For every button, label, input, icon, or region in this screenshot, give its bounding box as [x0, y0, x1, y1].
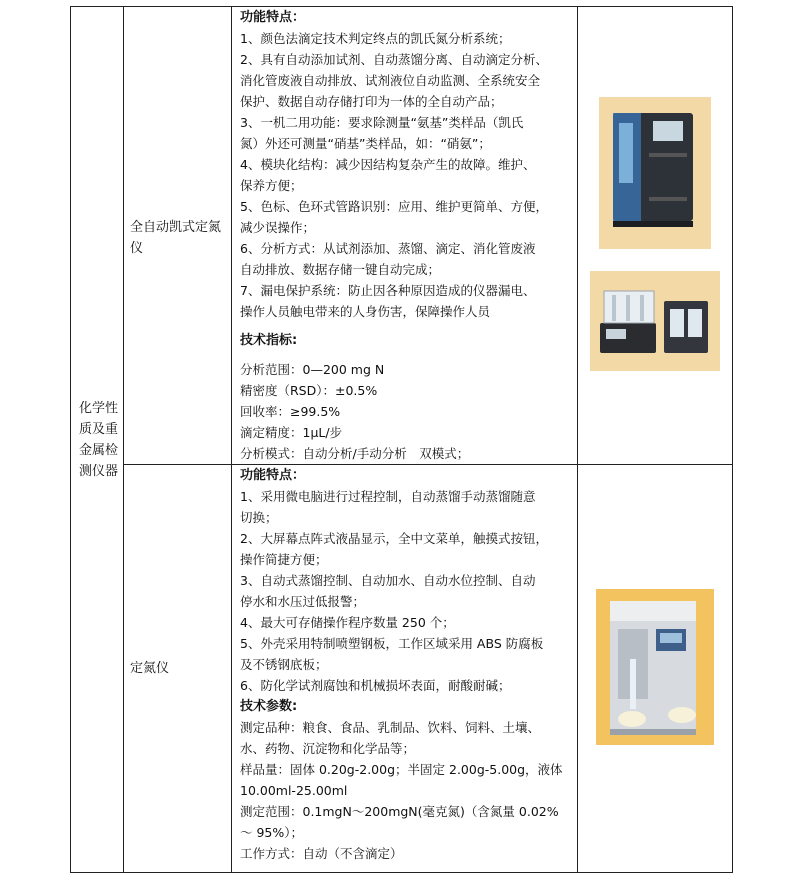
feature-line: 6、分析方式：从试剂添加、蒸馏、滴定、消化管废液 [240, 241, 536, 256]
spec-line: 测定范围：0.1mgN～200mgN(毫克氮)（含氮量 0.02% [240, 804, 559, 819]
spec-line: ～ 95%）； [240, 825, 304, 840]
product-description [232, 7, 578, 465]
feature-line: 及不锈钢底板； [240, 657, 328, 672]
spec-line: 样品量：固体 0.20g-2.00g；半固定 2.00g-5.00g，液体 [240, 762, 563, 777]
feature-line: 减少误操作； [240, 220, 316, 235]
feature-line: 3、一机二用功能：要求除测量“氨基”类样品（凯氏 [240, 115, 524, 130]
product-table [70, 6, 733, 873]
spec-line: 精密度（RSD）：±0.5% [240, 383, 378, 398]
kjeldahl-analyzer-photo [599, 97, 711, 249]
feature-line: 1、颜色法滴定技术判定终点的凯氏氮分析系统； [240, 31, 511, 46]
feature-line: 操作人员触电带来的人身伤害，保障操作人员 [240, 304, 491, 319]
spec-line: 工作方式：自动（不含滴定） [240, 846, 403, 861]
spec-line: 分析模式：自动分析/手动分析 双模式； [240, 446, 470, 461]
spec-line: 水、药物、沉淀物和化学品等； [240, 741, 416, 756]
feature-line: 切换； [240, 510, 278, 525]
product-name: 全自动凯式定氮仪 [124, 7, 232, 465]
feature-line: 保养方便； [240, 178, 303, 193]
features-heading: 功能特点： [240, 10, 306, 25]
product-photo-cell [578, 465, 733, 873]
spec-line: 测定品种：粮食、食品、乳制品、饮料、饲料、土壤、 [240, 720, 541, 735]
feature-line: 6、防化学试剂腐蚀和机械损坏表面，耐酸耐碱； [240, 678, 511, 693]
feature-line: 3、自动式蒸馏控制、自动加水、自动水位控制、自动 [240, 573, 536, 588]
table-row [71, 7, 733, 465]
feature-line: 5、外壳采用特制喷塑钢板，工作区域采用 ABS 防腐板 [240, 636, 544, 651]
feature-line: 氮）外还可测量“硝基”类样品，如：“硝氨”； [240, 136, 491, 151]
distillation-unit-photo [596, 589, 714, 745]
features-heading: 功能特点： [240, 468, 306, 483]
feature-line: 操作简捷方便； [240, 552, 328, 567]
feature-line: 5、色标、色环式管路识别：应用、维护更简单、方便， [240, 199, 548, 214]
feature-line: 消化管废液自动排放、试剂液位自动监测、全系统安全 [240, 73, 541, 88]
spec-line: 10.00ml-25.00ml [240, 783, 348, 798]
spec-line: 滴定精度：1μL/步 [240, 425, 343, 440]
feature-line: 2、大屏幕点阵式液晶显示，全中文菜单，触摸式按钮， [240, 531, 548, 546]
feature-line: 2、具有自动添加试剂、自动蒸馏分离、自动滴定分析、 [240, 52, 548, 67]
specs-heading: 技术指标: [240, 333, 298, 348]
feature-line: 4、最大可存储操作程序数量 250 个； [240, 615, 455, 630]
product-description [232, 465, 578, 873]
nitrogen-analyzer-set-photo [590, 271, 720, 371]
feature-line: 自动排放、数据存储一键自动完成； [240, 262, 441, 277]
specs-heading: 技术参数: [240, 699, 298, 714]
product-photo-cell [578, 7, 733, 465]
feature-line: 保护、数据自动存储打印为一体的全自动产品； [240, 94, 503, 109]
feature-line: 停水和水压过低报警； [240, 594, 366, 609]
feature-line: 7、漏电保护系统：防止因各种原因造成的仪器漏电、 [240, 283, 536, 298]
feature-line: 4、模块化结构：减少因结构复杂产生的故障。维护、 [240, 157, 536, 172]
spec-line: 分析范围：0—200 mg N [240, 362, 385, 377]
spec-line: 回收率：≥99.5% [240, 404, 341, 419]
product-name: 定氮仪 [124, 465, 232, 873]
feature-line: 1、采用微电脑进行过程控制，自动蒸馏手动蒸馏随意 [240, 489, 536, 504]
category-cell: 化学性质及重金属检测仪器 [71, 7, 124, 873]
table-row [71, 465, 733, 873]
